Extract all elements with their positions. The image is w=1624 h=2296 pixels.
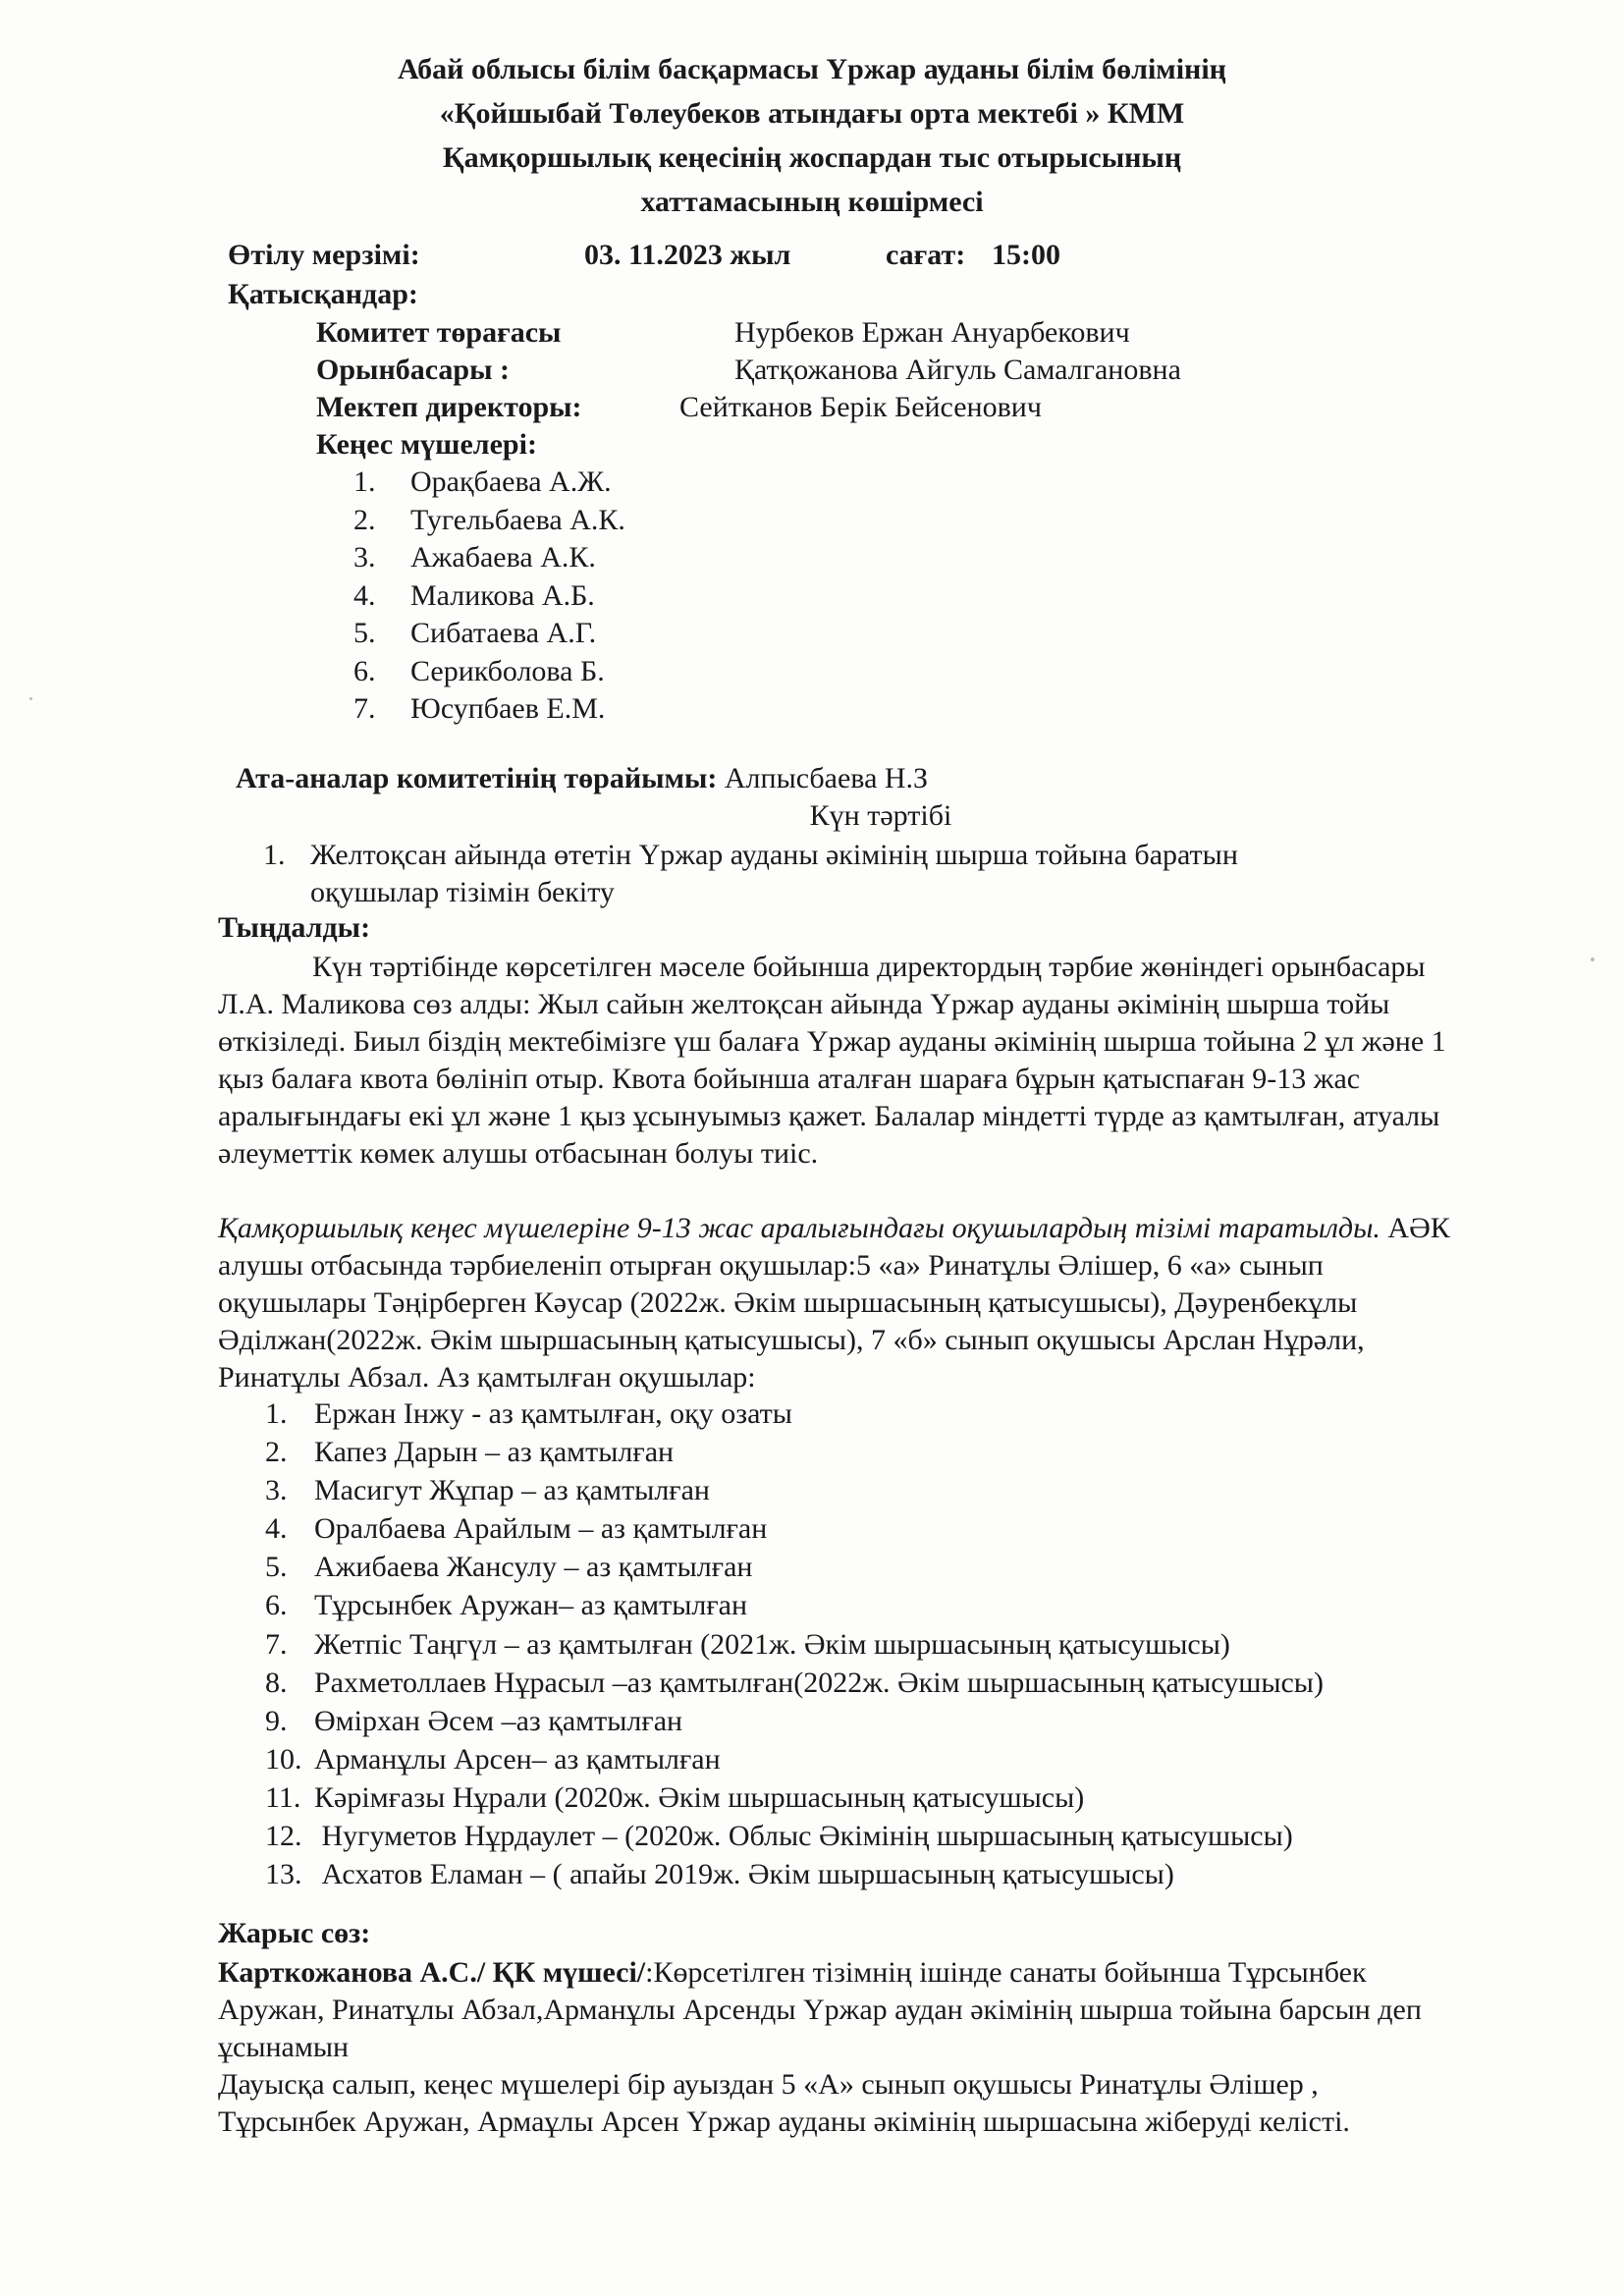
scan-speck	[29, 697, 32, 700]
list-item: 5. Ажибаева Жансулу – аз қамтылған	[265, 1551, 753, 1584]
council-members-list	[353, 464, 625, 729]
debate-speaker: Карткожанова А.С./ ҚК мүшесі/	[218, 1956, 646, 1989]
list-item: 10. Арманұлы Арсен– аз қамтылған	[265, 1742, 721, 1776]
deputy-label: Орынбасары :	[316, 354, 511, 386]
title-line: Қамқоршылық кеңесінің жоспардан тыс отырысының	[442, 141, 1182, 174]
director-label: Мектеп директоры:	[316, 391, 582, 423]
distribution-text: АӘК алушы отбасында тәрбиеленіп отырған оқушылар:5 «а» Ринатұлы Әлішер, 6 «а» сынып оқушылары Тәңірберген Кәусар (2022ж. Әкім шыршасының қатысушысы), Дәуренбекұлы Әділжан(2022ж. Әкім шыршасының қатысушысы), 7 «б» сынып оқушысы Арслан Нұрәли, Ринатұлы Абзал. Аз қамтылған оқушылар:	[218, 1212, 1450, 1394]
list-item: 7. Жетпіс Таңгүл – аз қамтылған (2021ж. Әкім шыршасының қатысушысы)	[265, 1627, 1230, 1661]
decision-text: Дауысқа салып, кеңес мүшелері бір ауыздан 5 «А» сынып оқушысы Ринатұлы Әлішер , Тұрсынбек Аружан, Армаұлы Арсен Үржар ауданы әкімінің шыршасына жіберуді келісті.	[218, 2068, 1350, 2138]
list-item: 11. Кәрімғазы Нұрали (2020ж. Әкім шыршасының қатысушысы)	[265, 1780, 1085, 1814]
list-item: 7. Юсупбаев Е.М.	[353, 692, 606, 725]
document-title	[0, 47, 1624, 224]
participants-heading: Қатысқандар:	[228, 278, 418, 310]
deputy-name: Қатқожанова Айгуль Самалгановна	[734, 354, 1181, 386]
scan-speck	[1591, 957, 1595, 961]
title-line: хаттамасының көшірмесі	[640, 186, 984, 218]
parents-chair-label: Ата-аналар комитетінің төрайымы:	[236, 762, 718, 794]
agenda-item-text-cont: оқушылар тізімін бекіту	[310, 876, 615, 908]
chair-name: Нурбеков Ержан Ануарбекович	[734, 316, 1130, 349]
list-item: 4. Маликова А.Б.	[353, 578, 595, 612]
debate-heading: Жарыс сөз:	[218, 1917, 371, 1949]
list-item: 3. Масигут Жұпар – аз қамтылған	[265, 1474, 710, 1507]
parents-committee-chair	[236, 762, 928, 795]
agenda-item-text: Желтоқсан айында өтетін Үржар ауданы әкімінің шырша тойына баратын	[310, 839, 1238, 871]
distribution-note: Қамқоршылық кеңес мүшелеріне 9-13 жас аралығындағы оқушылардың тізімі таратылды.	[218, 1212, 1380, 1244]
director-name: Сейтканов Берік Бейсенович	[679, 391, 1042, 423]
list-item: 1. Ержан Інжу - аз қамтылған, оқу озаты	[265, 1397, 792, 1430]
list-item: 4. Оралбаева Арайлым – аз қамтылған	[265, 1512, 768, 1546]
agenda-heading: Күн тәртібі	[809, 799, 952, 832]
list-distribution-paragraph	[218, 1210, 1455, 1396]
list-item: 1. Орақбаева А.Ж.	[353, 465, 612, 498]
list-item: 8. Рахметоллаев Нұрасыл –аз қамтылған(2022ж. Әкім шыршасының қатысушысы)	[265, 1666, 1324, 1699]
list-item: 2. Тугельбаева А.К.	[353, 503, 625, 536]
chair-label: Комитет төрағасы	[316, 316, 562, 349]
heard-paragraph	[218, 949, 1455, 1173]
debate-paragraph	[218, 1954, 1455, 2141]
title-line: «Қойшыбай Төлеубеков атындағы орта мектебі » КММ	[439, 97, 1185, 130]
list-item: 5. Сибатаева А.Г.	[353, 617, 597, 649]
parents-chair-name: Алпысбаева Н.З	[724, 762, 929, 794]
heard-text: Күн тәртібінде көрсетілген мәселе бойынша директордың тәрбие жөніндегі орынбасары Л.А. Маликова сөз алды: Жыл сайын желтоқсан айында Үржар ауданы әкімінің шырша тойы өткізіледі. Биыл біздің мектебімізге үш балаға Үржар ауданы әкімінің шырша тойына 2 ұл және 1 қыз балаға квота бөлініп отыр. Квота бойынша аталған шараға бұрын қатыспаған 9-13 жас аралығындағы екі ұл және 1 қыз ұсынуымыз қажет. Балалар міндетті түрде аз қамтылған, атуалы әлеуметтік көмек алушы отбасынан болуы тиіс.	[218, 951, 1446, 1170]
list-item: 9. Өмірхан Әсем –аз қамтылған	[265, 1704, 683, 1737]
date-value: 03. 11.2023 жыл	[584, 239, 791, 271]
list-item: 6. Серикболова Б.	[353, 654, 605, 687]
agenda-item: 1. Желтоқсан айында өтетін Үржар ауданы әкімінің шырша тойына баратын оқушылар тізімін бекіту	[263, 837, 1238, 911]
heard-heading: Тыңдалды:	[218, 911, 371, 944]
students-list	[265, 1394, 1324, 1893]
members-heading: Кеңес мүшелері:	[316, 428, 537, 461]
time-value: 15:00	[992, 239, 1060, 271]
list-item: 6. Тұрсынбек Аружан– аз қамтылған	[265, 1589, 748, 1622]
date-label: Өтілу мерзімі:	[228, 239, 420, 271]
debate-speech: :Көрсетілген тізімнің ішінде санаты бойынша Тұрсынбек Аружан, Ринатұлы Абзал,Арманұлы Арсенды Үржар аудан әкімінің шырша тойына барсын деп ұсынамын	[218, 1956, 1422, 2063]
list-item: 3. Ажабаева А.К.	[353, 541, 596, 574]
time-label: сағат:	[886, 239, 966, 271]
title-line: Абай облысы білім басқармасы Үржар ауданы білім бөлімінің	[398, 53, 1226, 85]
list-item: 13. Асхатов Еламан – ( апайы 2019ж. Әкім шыршасының қатысушысы)	[265, 1858, 1174, 1891]
list-item: 12. Нугуметов Нұрдаулет – (2020ж. Облыс Әкімінің шыршасының қатысушысы)	[265, 1820, 1293, 1853]
list-item: 2. Капез Дарын – аз қамтылған	[265, 1436, 675, 1469]
